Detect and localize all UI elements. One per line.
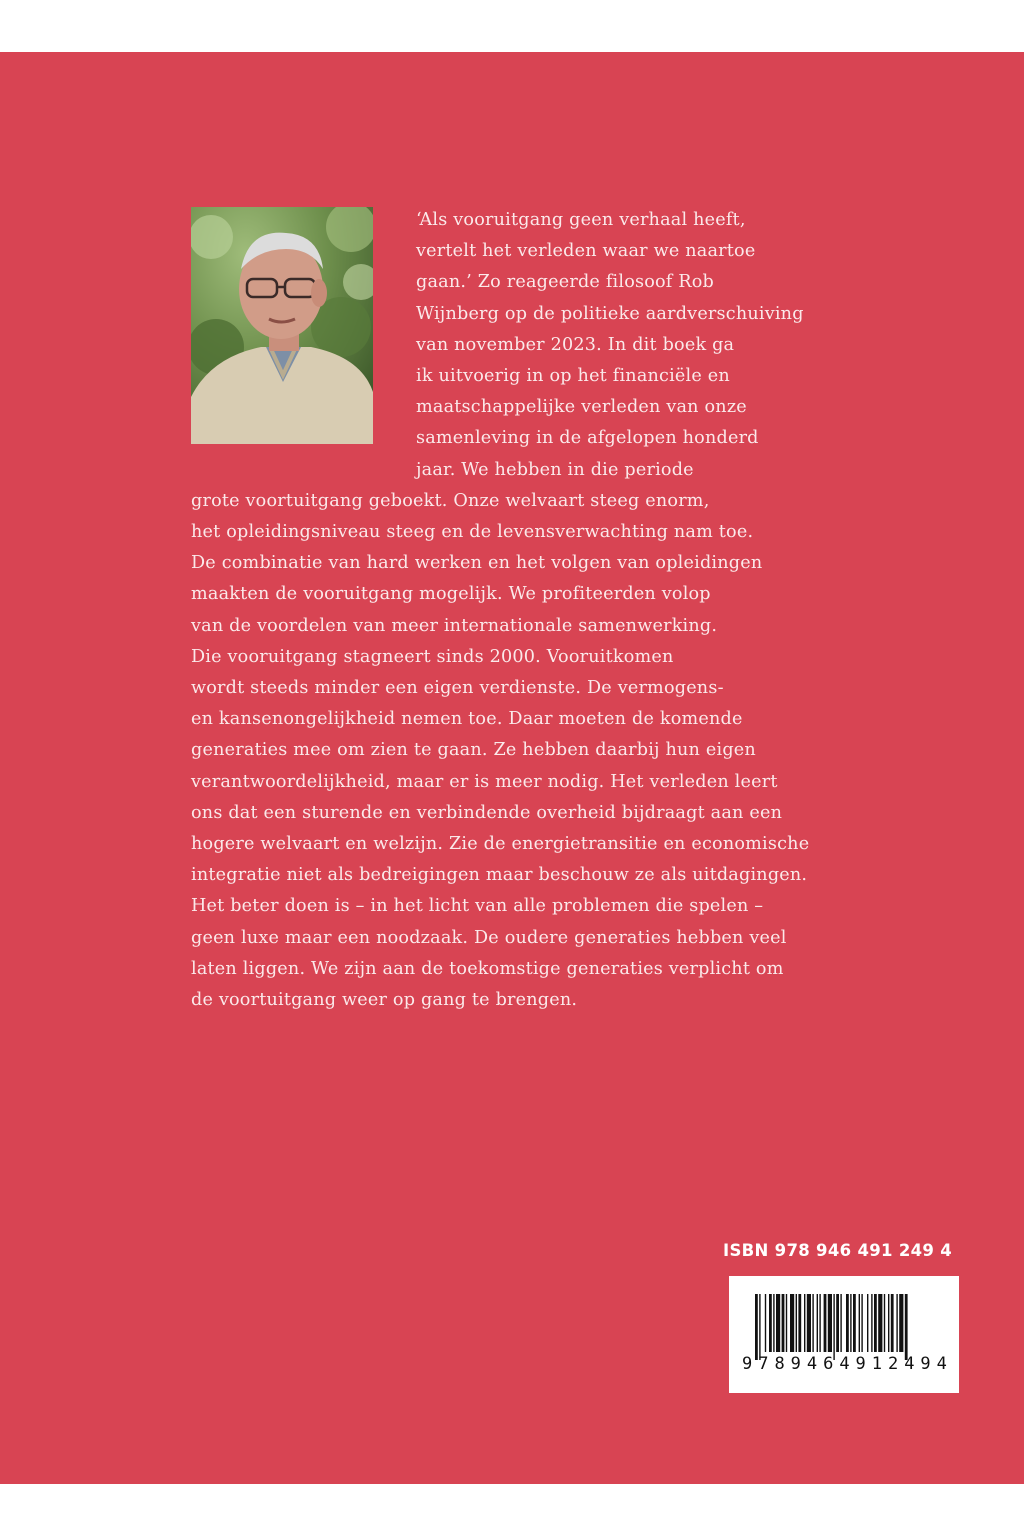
barcode-bar [891, 1294, 894, 1352]
blurb-line: jaar. We hebben in die periode [416, 459, 694, 480]
barcode-bar [867, 1294, 868, 1352]
barcode-bar [790, 1294, 794, 1352]
barcode-bar [888, 1294, 889, 1352]
author-portrait-icon [191, 207, 373, 444]
blurb-line: generaties mee om zien te gaan. Ze hebben daarbij hun eigen [191, 740, 756, 761]
barcode-bar [804, 1294, 805, 1352]
blurb-line: van de voordelen van meer internationale samenwerking. [191, 615, 718, 636]
barcode-bar [836, 1294, 839, 1352]
blurb-line: ‘Als vooruitgang geen verhaal heeft, [416, 210, 746, 230]
blurb-line: het opleidingsniveau steeg en de levensverwachting nam toe. [191, 522, 754, 542]
barcode-bar [759, 1294, 760, 1360]
blurb-line: geen luxe maar een noodzaak. De oudere generaties hebben veel [191, 927, 787, 948]
barcode-bar [884, 1294, 885, 1352]
barcode-bar [819, 1294, 820, 1352]
barcode-bar [824, 1294, 827, 1352]
barcode-bar [853, 1294, 856, 1352]
isbn-label: ISBN 978 946 491 249 4 [723, 1241, 952, 1260]
barcode-bar [755, 1294, 758, 1360]
barcode-bar [812, 1294, 813, 1352]
barcode-bar [817, 1294, 818, 1352]
barcode-bar [833, 1294, 834, 1360]
blurb-line: maakten de vooruitgang mogelijk. We profiteerden volop [191, 584, 711, 605]
barcode-bar [859, 1294, 860, 1352]
barcode-bar [840, 1294, 841, 1352]
blurb-line: Die vooruitgang stagneert sinds 2000. Vooruitkomen [191, 646, 674, 667]
barcode-bar [850, 1294, 851, 1352]
barcode-bar [874, 1294, 877, 1352]
barcode-digit: 7 [758, 1354, 769, 1374]
book-back-cover [0, 52, 1024, 1484]
blurb-line: laten liggen. We zijn aan de toekomstige generaties verplicht om [191, 958, 784, 979]
blurb-line: grote voortuitgang geboekt. Onze welvaart steeg enorm, [191, 490, 710, 511]
barcode-bar [807, 1294, 811, 1352]
barcode-bar [828, 1294, 832, 1352]
blurb-line: ik uitvoerig in op het financiële en [416, 366, 730, 386]
barcode-digit: 2 [887, 1354, 899, 1374]
blurb-line: vertelt het verleden waar we naartoe [416, 241, 756, 262]
blurb-line: hogere welvaart en welzijn. Zie de energietransitie en economische [191, 834, 810, 854]
blurb-line: van november 2023. In dit boek ga [416, 334, 735, 355]
barcode-digit: 4 [936, 1354, 947, 1374]
barcode-bar [773, 1294, 774, 1352]
barcode-digit: 9 [855, 1354, 866, 1374]
blurb-line: integratie niet als bedreigingen maar beschouw ze als uitdagingen. [191, 865, 808, 886]
barcode-bar [765, 1294, 766, 1352]
blurb-line: en kansenongelijkheid nemen toe. Daar moeten de komende [191, 709, 743, 730]
blurb-line: verantwoordelijkheid, maar er is meer nodig. Het verleden leert [191, 771, 778, 792]
barcode-digit: 4 [904, 1354, 915, 1374]
barcode [729, 1276, 959, 1393]
barcode-digits [742, 1354, 947, 1374]
blurb-line: de voortuitgang weer op gang te brengen. [191, 990, 578, 1010]
blurb-line: wordt steeds minder een eigen verdienste. De vermogens- [191, 678, 724, 698]
barcode-bar [769, 1294, 772, 1352]
barcode-bar [776, 1294, 780, 1352]
author-photo [191, 207, 373, 444]
barcode-bar [861, 1294, 862, 1352]
barcode-digit: 4 [839, 1354, 850, 1374]
barcode-bar [782, 1294, 785, 1352]
blurb-line: gaan.’ Zo reageerde filosoof Rob [416, 272, 715, 293]
barcode-bars [729, 1276, 959, 1393]
blurb-line: Wijnberg op de politieke aardverschuiving [416, 303, 804, 324]
barcode-digit: 9 [920, 1354, 931, 1374]
barcode-bar [896, 1294, 897, 1352]
barcode-bar [878, 1294, 882, 1352]
blurb-line: ons dat een sturende en verbindende overheid bijdraagt aan een [191, 802, 783, 823]
barcode-digit: 8 [774, 1354, 785, 1374]
barcode-bar [846, 1294, 849, 1352]
barcode-digit: 6 [823, 1354, 834, 1374]
blurb-line: Het beter doen is – in het licht van alle problemen die spelen – [191, 896, 764, 917]
blurb-line: maatschappelijke verleden van onze [416, 397, 747, 418]
barcode-digit: 4 [806, 1354, 818, 1374]
barcode-bar [871, 1294, 872, 1352]
barcode-digit: 9 [790, 1354, 801, 1374]
barcode-bar [905, 1294, 908, 1360]
barcode-digit: 9 [742, 1354, 753, 1374]
barcode-bar [798, 1294, 801, 1352]
blurb-line: samenleving in de afgelopen honderd [416, 428, 759, 449]
barcode-bar [786, 1294, 787, 1352]
barcode-digit: 1 [871, 1354, 882, 1374]
blurb-line: De combinatie van hard werken en het volgen van opleidingen [191, 553, 763, 574]
barcode-bar [796, 1294, 797, 1352]
barcode-bar [899, 1294, 903, 1352]
